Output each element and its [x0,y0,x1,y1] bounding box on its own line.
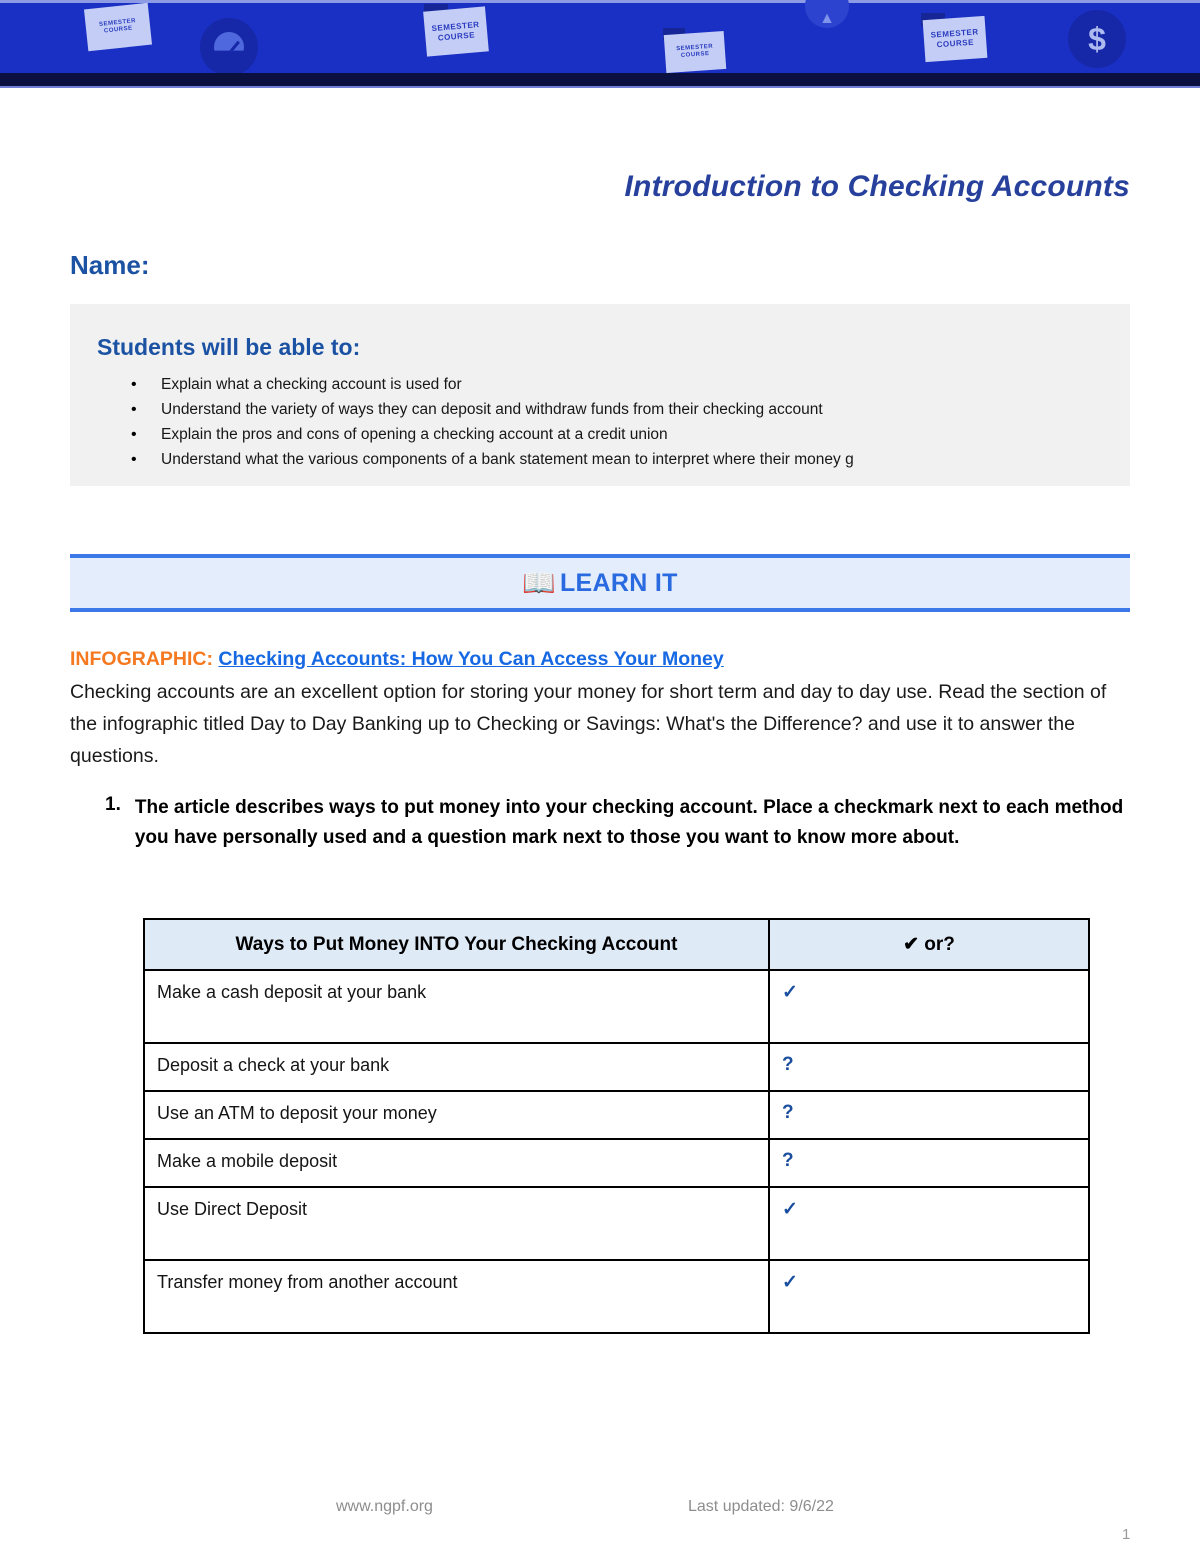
list-item: • Explain the pros and cons of opening a checking account at a credit union [161,422,854,447]
table-row [144,1260,1089,1333]
cell-method: Make a cash deposit at your bank [144,970,769,1043]
infographic-label: INFOGRAPHIC: [70,648,213,670]
cell-method: Deposit a check at your bank [144,1043,769,1091]
speedometer-glyph [214,32,244,62]
speedometer-needle [227,41,240,55]
table-row [144,970,1089,1043]
infographic-heading [70,648,724,671]
semester-course-card [664,31,727,73]
open-book-icon: 📖 [522,567,556,598]
dollar-sign-badge-icon [1068,10,1126,68]
speedometer-badge-icon [200,18,258,73]
footer-website: www.ngpf.org [336,1498,433,1515]
deposit-methods-table [143,918,1090,1334]
cell-mark[interactable]: ✓ [769,970,1089,1043]
page-title: Introduction to Checking Accounts [624,170,1130,203]
semester-course-card [84,3,152,51]
column-header-method: Ways to Put Money INTO Your Checking Account [144,919,769,970]
table-row [144,1091,1089,1139]
semester-course-card-line1: SEMESTER [676,43,714,52]
question-number: 1. [105,794,121,815]
semester-course-card-line2: COURSE [437,29,476,43]
cell-mark[interactable]: ✓ [769,1187,1089,1260]
cell-mark[interactable]: ✓ [769,1260,1089,1333]
list-item: • Understand the variety of ways they can deposit and withdraw funds from their checking account [161,397,854,422]
semester-course-card-line1: SEMESTER [431,19,480,33]
learning-objectives-box [70,304,1130,486]
semester-course-card-line1: SEMESTER [98,17,137,28]
cell-method: Use Direct Deposit [144,1187,769,1260]
learning-objectives-list [97,372,854,472]
semester-course-card [923,16,988,62]
semester-course-card-line2: COURSE [103,25,133,35]
cell-mark[interactable]: ? [769,1139,1089,1187]
table-row [144,1043,1089,1091]
footer-last-updated: Last updated: 9/6/22 [688,1498,834,1515]
learn-it-section-banner [70,554,1130,612]
learning-objectives-heading: Students will be able to: [97,334,361,360]
cell-method: Use an ATM to deposit your money [144,1091,769,1139]
question-1-block [105,793,1135,853]
infographic-link[interactable]: Checking Accounts: How You Can Access Your Money [218,648,724,670]
cell-method: Transfer money from another account [144,1260,769,1333]
question-text: The article describes ways to put money into your checking account. Place a checkmark next to each method you have personally used and a question mark next to those you want to know more about. [134,797,1124,848]
column-header-mark: ✔ or? [769,919,1089,970]
table-row [144,1187,1089,1260]
cell-mark[interactable]: ? [769,1091,1089,1139]
partial-badge-icon: ▲ [805,0,849,28]
learn-it-label: LEARN IT [559,568,678,597]
banner-blue-field [0,0,1200,73]
semester-course-card-line2: COURSE [936,37,975,50]
page-header-banner [0,0,1200,88]
list-item: • Explain what a checking account is used for [161,372,854,397]
banner-bottom-hairline [0,86,1200,88]
list-item: • Understand what the various components of a bank statement mean to interpret where their money g [161,447,854,472]
infographic-instructions-paragraph: Checking accounts are an excellent option for storing your money for short term and day to day use. Read the section of the infographic titled Day to Day Banking up to Checking or Savings: What's the Difference? and use it to answer the questions. [70,681,1107,767]
footer-page-number: 1 [1122,1526,1131,1543]
dollar-sign-glyph: $ [1088,20,1106,57]
cell-mark[interactable]: ? [769,1043,1089,1091]
semester-course-card-line1: SEMESTER [930,27,979,40]
semester-course-card-line2: COURSE [680,51,710,59]
banner-top-highlight [0,0,1200,3]
page-footer [0,1498,1200,1558]
semester-course-card [423,6,489,56]
table-header-row [144,919,1089,970]
cell-method: Make a mobile deposit [144,1139,769,1187]
table-row [144,1139,1089,1187]
name-field-label: Name: [70,250,150,280]
